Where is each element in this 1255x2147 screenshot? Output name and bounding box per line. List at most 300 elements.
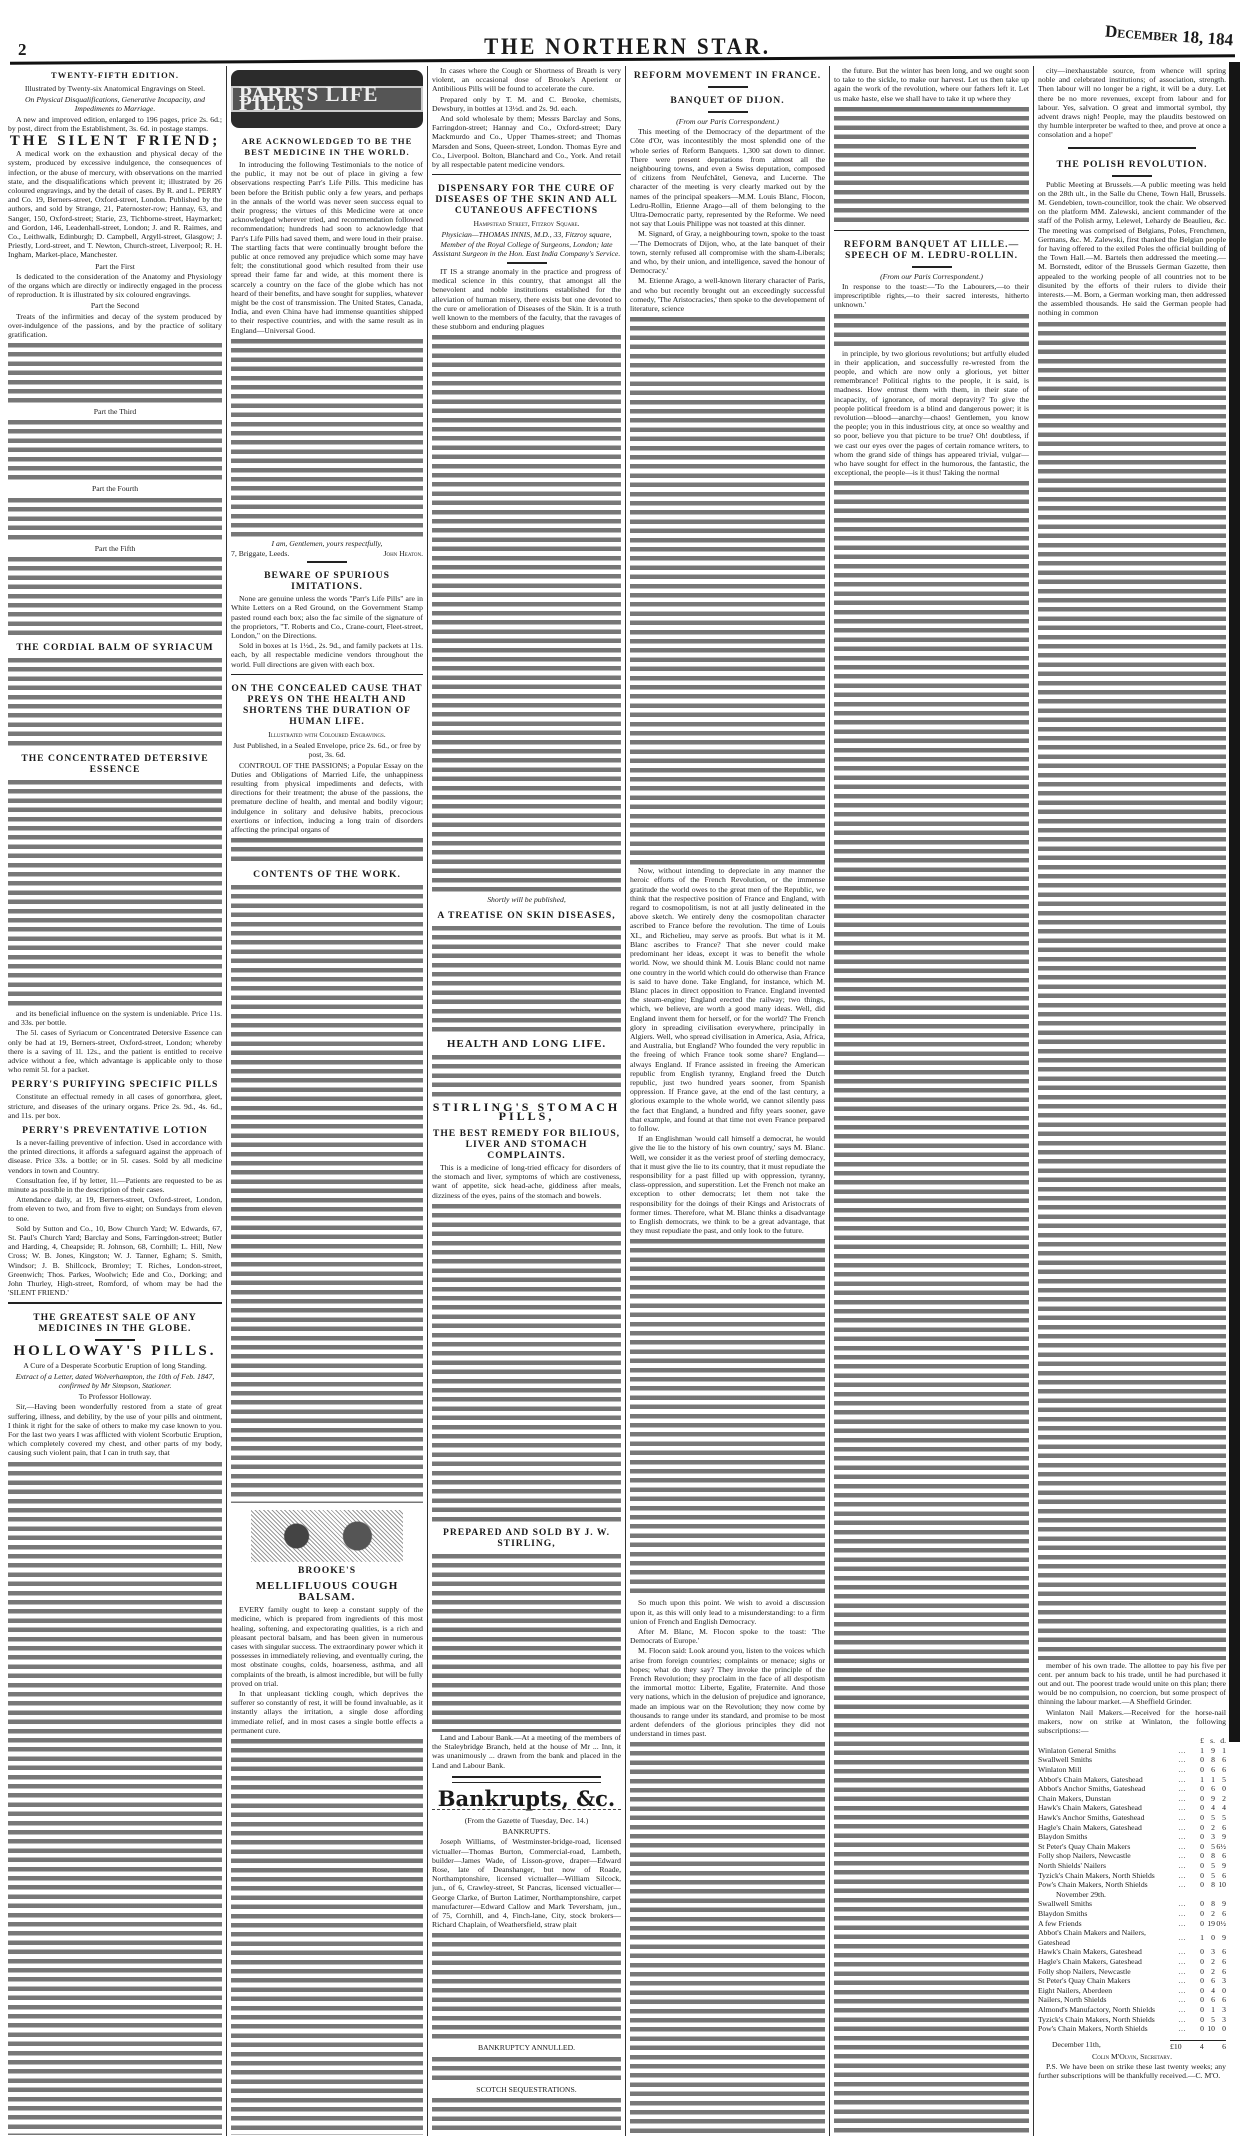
amount-shillings: 9	[1211, 1745, 1215, 1755]
article-paragraph: This meeting of the Democracy of the department of the Côte d'Or, was incontestibly the most splendid one of the whole series of Reform Banquets. 1,300 sat down to dinner. There were present deputations from almost all the neighbouring towns, and even a Swiss deputation, composed of citizens from Neufchâtel, Geneva, and Lucerne. The character of the meeting is very clearly marked out by the names of the principal speakers—M.M. Louis Blanc, Flocon, Ledru-Rollin, Etienne Arago—all of them belonging to the Ultra-Democratic party, represented by the Reforme. We need not say that Louis Philippe was not toasted at this dinner.	[630, 127, 825, 229]
illustrated-note: Illustrated with Coloured Engravings.	[268, 729, 386, 739]
page-number: 2	[18, 40, 35, 59]
divider	[708, 111, 748, 113]
amount-pounds: 0	[1200, 1870, 1204, 1880]
amount-pence: 6	[1222, 1755, 1226, 1765]
amount-shillings: 9	[1211, 1793, 1215, 1803]
amount-pence: 1	[1222, 1745, 1226, 1755]
leader-dots: …	[1178, 1832, 1186, 1842]
bankrupts-heading: Bankrupts, &c.	[437, 1785, 616, 1811]
amount-pence: 10	[1218, 1880, 1226, 1890]
table-row	[1038, 1899, 1226, 1909]
illegible-text-block	[834, 479, 1029, 2135]
leader-dots: …	[1178, 1918, 1186, 1928]
cough-note: In cases where the Cough or Shortness of Breath is very violent, an occasional dose of Brooke's Aperient or Antibilious Pills will be found to accelerate the cure.	[432, 66, 621, 94]
amount-shillings: 5	[1211, 1870, 1215, 1880]
amount-pence: 3	[1222, 2014, 1226, 2024]
subscriber-name: Hawk's Chain Makers, Gateshead	[1038, 1803, 1142, 1813]
table-row	[1038, 1928, 1226, 1947]
purifying-pills-heading: PERRY'S PURIFYING SPECIFIC PILLS	[11, 1079, 219, 1091]
date-mid: November 29th.	[1056, 1889, 1106, 1899]
detersive-essence-heading: THE CONCENTRATED DETERSIVE ESSENCE	[21, 752, 209, 775]
table-row	[1038, 1775, 1226, 1785]
subscriber-name: Nailers, North Shields	[1038, 1995, 1107, 2005]
illegible-text-block	[432, 2096, 621, 2135]
amount-shillings: 8	[1211, 1755, 1215, 1765]
amount-pounds: 0	[1200, 1813, 1204, 1823]
banquet-dijon-heading: BANQUET OF DIJON.	[670, 95, 785, 106]
holloway-letter: Sir,—Having been wonderfully restored from a state of great suffering, illness, and debility, by the use of your pills and ointment, I think it right for the sake of others to make my case known to you. For the last two years I was afflicted with violent Scorbutic Eruption, which completely covered my chest, and other parts of my body, causing such violent pain, that I can in truth say, that	[8, 1402, 222, 1458]
testimonial-signoff: I am, Gentlemen, yours respectfully,	[271, 538, 383, 548]
date-end: December 11th,	[1052, 2039, 1101, 2049]
divider	[507, 262, 547, 264]
skin-publish-note: Shortly will be published,	[487, 895, 566, 905]
article-paragraph: M. Flocon said: Look around you, listen to the voices which arise from foreign countries; complaints or menace; sighs or hopes; what do they say? They invoke the principle of the French Revolution; they proclaim in the face of all despotism the immortal motto: Liberte, Egalite, Fraternite. And those very nations, which in the delusion of prejudice and ignorance, made an impious war on the Revolution; they now come by thousands to range under its standard, and promise to be most ardent defenders of the glorious principles they did not understand in times past.	[630, 1646, 825, 1739]
amount-pence: 3	[1222, 2004, 1226, 2014]
column-5	[834, 66, 1029, 2136]
subscriber-name: Blaydon Smiths	[1038, 1908, 1088, 1918]
leader-dots: …	[1178, 1985, 1186, 1995]
article-paragraph: After M. Blanc, M. Flocon spoke to the toast: 'The Democrats of Europe.'	[630, 1627, 825, 1646]
leader-dots: …	[1178, 2024, 1186, 2034]
polish-revolution-heading: THE POLISH REVOLUTION.	[1056, 158, 1208, 170]
divider	[1112, 175, 1152, 177]
amount-pounds: 0	[1200, 1966, 1204, 1976]
part-heading: Part the Third	[93, 407, 137, 417]
amount-shillings: 0	[1211, 1932, 1215, 1942]
subscriber-name: Abbot's Chain Makers and Nailers, Gateshead	[1038, 1928, 1146, 1947]
sold-by-text: Sold by Sutton and Co., 10, Bow Church Yard; W. Edwards, 67, St. Paul's Church Yard; Barclay and Sons, Farringdon-street; Butler and Harding, 4, Cheapside; R. Johnson, 68, Cornhill; L. Hill, New Cross; W. B. Jones, Kingston; W. J. Tanner, Egham; S. Smith, Windsor; J. B. Shillcock, Bromley; T. Riches, London-street, Greenwich; Thos. Parkes, Woolwich; Ede and Co., Dorking; and John Thurley, High-street, Romford, of whom may be had the 'SILENT FRIEND.'	[8, 1223, 222, 1298]
amount-pence: 0	[1222, 1985, 1226, 1995]
bankrupts-subheading: BANKRUPTS.	[502, 1827, 551, 1837]
table-row	[1038, 2024, 1226, 2034]
leader-dots: …	[1178, 1765, 1186, 1775]
leader-dots: …	[1178, 1976, 1186, 1986]
header-spacer	[1171, 1736, 1193, 1746]
amount-pounds: 0	[1200, 1803, 1204, 1813]
subscriber-name: Eight Nailers, Aberdeen	[1038, 1985, 1113, 1995]
illegible-text-block	[432, 1931, 621, 2041]
edition-price: A new and improved edition, enlarged to 196 pages, price 2s. 6d.; by post, direct from the Establishment, 3s. 6d. in postage stamps.	[8, 114, 222, 133]
illegible-text-block	[630, 315, 825, 865]
part-text: Is dedicated to the consideration of the Anatomy and Physiology of the organs which are directly or indirectly engaged in the process of reproduction. It is illustrated by six coloured engravings.	[8, 271, 222, 300]
column-4	[630, 66, 825, 2136]
amount-shillings: 5	[1211, 2014, 1215, 2024]
part-heading: Part the Fifth	[94, 543, 136, 553]
illegible-text-block	[8, 778, 222, 1008]
postscript: P.S. We have been on strike these last twenty weeks; any further subscriptions will be thankfully received.—C. M'O.	[1038, 2062, 1226, 2081]
subscriber-name: Winlaton General Smiths	[1038, 1745, 1116, 1755]
table-row	[1038, 1851, 1226, 1861]
table-row	[1038, 1861, 1226, 1871]
amount-shillings: 5	[1211, 1813, 1215, 1823]
amount-shillings: 6	[1211, 1976, 1215, 1986]
illegible-text-block	[231, 337, 423, 537]
part-heading: Part the First	[95, 261, 135, 271]
detersive-price: and its beneficial influence on the system is undeniable. Price 11s. and 33s. per bottle.	[8, 1008, 222, 1028]
divider	[708, 86, 748, 88]
article-paragraph: the future. But the winter has been long, and we ought soon to take to the sickle, to make our harvest. Let us then take up again the work of the revolution, where our fathers left it. Let us make haste, else we shall have to take it up where they	[834, 66, 1029, 103]
subscriber-name: Hawk's Chain Makers, Gateshead	[1038, 1947, 1142, 1957]
edition-heading: TWENTY-FIFTH EDITION.	[51, 70, 179, 80]
cordial-balm-heading: THE CORDIAL BALM OF SYRIACUM	[16, 641, 214, 653]
illegible-text-block	[231, 883, 423, 1503]
amount-pounds: 0	[1200, 1985, 1204, 1995]
dispensary-heading: DISPENSARY FOR THE CURE OF DISEASES OF THE SKIN AND ALL CUTANEOUS AFFECTIONS	[435, 183, 618, 217]
illegible-text-block	[432, 2055, 621, 2083]
table-row	[1038, 1967, 1226, 1977]
table-row	[1038, 1794, 1226, 1804]
amount-pence: 6	[1222, 1870, 1226, 1880]
amount-pounds: 0	[1200, 1899, 1204, 1909]
amount-shillings: 3	[1211, 1947, 1215, 1957]
newspaper-title: THE NORTHERN STAR.	[484, 34, 771, 59]
subscriber-name: Winlaton Mill	[1038, 1765, 1082, 1775]
attendance-text: Attendance daily, at 19, Berners-street, Oxford-street, London, from eleven to two, and from five to eight; on Sundays from eleven to one.	[8, 1195, 222, 1223]
amount-pounds: 0	[1200, 1851, 1204, 1861]
header-cell: s.	[1210, 1736, 1215, 1746]
amount-pounds: 0	[1200, 1976, 1204, 1986]
skin-treatise-heading: A TREATISE ON SKIN DISEASES,	[437, 909, 616, 921]
illegible-text-block	[231, 1737, 423, 2135]
illegible-text-block	[1038, 320, 1226, 1660]
subscriber-name: A few Friends	[1038, 1918, 1082, 1928]
table-row	[1038, 1842, 1226, 1852]
consultation-text: Consultation fee, if by letter, 1l.—Patients are requested to be as minute as possible in the description of their cases.	[8, 1175, 222, 1194]
leader-dots: …	[1178, 1813, 1186, 1823]
lotion-heading: PERRY'S PREVENTATIVE LOTION	[22, 1124, 208, 1136]
beware-text: None are genuine unless the words "Parr's Life Pills" are in White Letters on a Red Ground, on the Government Stamp pasted round each box; also the fac simile of the signature of the proprietors, "T. Roberts and Co., Crane-court, Fleet-street, London," on the Directions.	[231, 594, 423, 641]
leader-dots: …	[1178, 2004, 1186, 2014]
leader-dots: …	[1178, 1822, 1186, 1832]
parr-heading: ARE ACKNOWLEDGED TO BE THE BEST MEDICINE IN THE WORLD.	[241, 136, 413, 157]
amount-pounds: 0	[1200, 1832, 1204, 1842]
annulled-heading: BANKRUPTCY ANNULLED.	[477, 2043, 576, 2053]
contents-heading: CONTENTS OF THE WORK.	[253, 869, 401, 881]
prepared-by: Prepared only by T. M. and C. Brooke, chemists, Dewsbury, in bottles at 13½d. and 2s. 9d. each.	[432, 94, 621, 113]
illegible-text-block	[432, 1202, 621, 1522]
amount-pence: 9	[1222, 1832, 1226, 1842]
secretary-signature: Colin M'Olvin, Secretary.	[1092, 2051, 1172, 2061]
balsam-text: In that unpleasant tickling cough, which deprives the sufferer so constantly of rest, it will be found invaluable, as it instantly allays the irritation, a single dose affording immediate relief, and in most cases a single bottle effects a permanent cure.	[231, 1688, 423, 1735]
subscriber-name: North Shields' Nailers	[1038, 1861, 1107, 1871]
amount-shillings: 6	[1211, 1765, 1215, 1775]
illegible-text-block	[8, 341, 222, 405]
header-cell: d.	[1220, 1736, 1226, 1746]
table-row	[1038, 1823, 1226, 1833]
stirling-pills-heading: STIRLING'S STOMACH PILLS,	[432, 1099, 621, 1123]
grinder-letter: member of his own trade. The allottee to pay his five per cent. per annum back to his trade, until he had purchased it out and out. The poorest trade would unite on this plan; there would be no compulsion, no coercion, but some prospect of thinning the labour market.—A Sheffield Grinder.	[1038, 1660, 1226, 1707]
amount-shillings: 8	[1211, 1851, 1215, 1861]
column-2	[231, 66, 423, 2136]
brookes-balsam-illustration	[251, 1510, 403, 1562]
table-row	[1038, 2015, 1226, 2025]
article-paragraph: In response to the toast:—'To the Labourers,—to their imprescriptible rights,—to their sacred interests, hitherto unknown.'	[834, 282, 1029, 310]
part-heading: Part the Second	[90, 301, 140, 311]
amount-shillings: 5	[1211, 1861, 1215, 1871]
amount-pounds: 0	[1200, 1880, 1204, 1890]
article-paragraph: in principle, by two glorious revolutions; but artfully eluded in their application, and successfully re-wrested from the people, and which are now only a glorious, yet bitter remembrance! Political rights to the people, it is said, is madness. How entrust them with them, in their state of incapacity, of ignorance, of moral depravity? To give the people political freedom is a blind and dangerous power; it is revolution—blood—anarchy—chaos! Gentlemen, you know the people; you in this industrious city, at once so wealthy and so poor, believe you that picture to be true? Oh! doubtless, if we cast our eyes over the pages of certain romance writers, to whom the grand side of things has appeared trivial, vulgar—who have sought for effect in the humorous, the fantastic, the exceptional, the people—is it thus! Taking the normal	[834, 348, 1029, 478]
article-paragraph: M. Etienne Arago, a well-known literary character of Paris, and who but recently brought out an exceedingly successful comedy, 'The Aristocracies,' then spoke to the developement of literature, science	[630, 276, 825, 314]
amount-pounds: 0	[1200, 2004, 1204, 2014]
leader-dots: …	[1178, 1841, 1186, 1851]
leader-dots: …	[1178, 1774, 1186, 1784]
amount-shillings: 8	[1211, 1880, 1215, 1890]
amount-pounds: 0	[1200, 1956, 1204, 1966]
amount-pence: 6	[1222, 1956, 1226, 1966]
holloway-subtitle: A Cure of a Desperate Scorbutic Eruption of long Standing.	[23, 1360, 207, 1370]
column-rule	[625, 66, 626, 2136]
divider	[452, 1776, 601, 1783]
illegible-text-block	[231, 836, 423, 864]
amount-pounds: 0	[1200, 2024, 1204, 2034]
correspondent-note: (From our Paris Correspondent.)	[676, 117, 779, 126]
detersive-packet: The 5l. cases of Syriacum or Concentrated Detersive Essence can only be had at 19, Berners-street, Oxford-street, London; whereby there is a saving of 1l. 12s., and the patient is entitled to receive advice without a fee, which advantage is applicable only to those who remit 5l. for a packet.	[8, 1028, 222, 1075]
land-bank-text: Land and Labour Bank.—At a meeting of the members of the Staleybridge Branch, held at the house of Mr ... Inn, it was unanimously ... drawn from the bank and placed in the Land and Labour Bank.	[432, 1732, 621, 1770]
masthead	[0, 0, 1255, 62]
holloway-extract: Extract of a Letter, dated Wolverhampton, the 10th of Feb. 1847, confirmed by Mr Simpson, Stationer.	[15, 1371, 215, 1390]
signer-address: 7, Briggate, Leeds.	[231, 549, 290, 559]
amount-pence: 6	[1222, 1851, 1226, 1861]
amount-shillings: 19	[1207, 1918, 1215, 1928]
part-heading: Part the Fourth	[91, 484, 139, 494]
subscriber-name: Folly shop Nailers, Newcastle	[1038, 1851, 1131, 1861]
amount-shillings: 2	[1211, 1908, 1215, 1918]
table-row	[1038, 1746, 1226, 1756]
controul-text: CONTROUL OF THE PASSIONS; a Popular Essay on the Duties and Obligations of Married Life, the unhappiness resulting from physical impediments and defects, with directions for their treatment; the abuse of the passions, the premature decline of health, and mental and bodily vigour; indulgence in solitary and delusive habits, precocious exertions or infection, inducing a long train of disorders affecting the principal organs of	[231, 760, 423, 834]
illegible-text-block	[630, 1740, 825, 2135]
leader-dots: …	[1178, 1956, 1186, 1966]
amount-shillings: 2	[1211, 1956, 1215, 1966]
greatest-sale-heading: THE GREATEST SALE OF ANY MEDICINES IN THE GLOBE.	[33, 1312, 197, 1335]
part-text: Treats of the infirmities and decay of the system produced by over-indulgence of the passions, and by the practice of solitary gratification.	[8, 311, 222, 340]
subscriber-name: Chain Makers, Dunstan	[1038, 1793, 1111, 1803]
subscriber-name: Hawk's Anchor Smiths, Gateshead	[1038, 1813, 1145, 1823]
table-row	[1038, 1871, 1226, 1881]
amount-pence: 0½	[1216, 1918, 1226, 1928]
leader-dots: …	[1178, 1870, 1186, 1880]
subscriber-name: Folly shop Nailers, Newcastle	[1038, 1966, 1131, 1976]
leader-dots: …	[1178, 1755, 1186, 1765]
total-pounds: £10	[1170, 2041, 1182, 2051]
amount-pence: 9	[1222, 1861, 1226, 1871]
amount-pounds: 0	[1200, 1822, 1204, 1832]
signer-name: John Heaton.	[383, 549, 423, 559]
published-note: Just Published, in a Sealed Envelope, price 2s. 6d., or free by post, 3s. 6d.	[233, 741, 421, 760]
amount-pounds: 0	[1200, 1755, 1204, 1765]
parr-intro: In introducing the following Testimonials to the notice of the public, it may not be out of place in giving a few observations respecting Parr's Life Pills. This medicine has been before the British public only a few years, and perhaps in the annals of the world was never seen success equal to their progress; the virtues of this Medicine were at once acknowledged wherever tried, and recommendation followed recommendation; hundreds had soon to acknowledge that Parr's Life Pills had saved them, and were loud in their praise. The startling facts that were continually brought before the public at once removed any prejudice which some may have felt; the constitutional good which resulted from their use spread their fame far and wide, at this moment there is scarcely a country on the face of the globe which has not heard of their benefits, and have sought for supplies, whatever might be the cost of transmission. The United States, Canada, India, and even China have had immense quantities shipped to their respective countries, and with the same result as in England—Universal Good.	[231, 160, 423, 335]
amount-pounds: 0	[1200, 1918, 1204, 1928]
table-row	[1038, 1909, 1226, 1919]
table-row	[1038, 1803, 1226, 1813]
illegible-text-block	[432, 1053, 621, 1099]
illegible-text-block	[8, 496, 222, 542]
amount-shillings: 6	[1211, 1784, 1215, 1794]
amount-shillings: 2	[1211, 1822, 1215, 1832]
amount-pence: 9	[1222, 1932, 1226, 1942]
subscriber-name: Pow's Chain Makers, North Shields	[1038, 2024, 1148, 2034]
leader-dots: …	[1178, 1803, 1186, 1813]
amount-pence: 6½	[1216, 1841, 1226, 1851]
amount-shillings: 6	[1211, 1995, 1215, 2005]
amount-pence: 0	[1222, 2024, 1226, 2034]
amount-pence: 2	[1222, 1793, 1226, 1803]
date-row	[1038, 1890, 1226, 1900]
page-edge-shadow	[1229, 62, 1240, 1742]
amount-pounds: 1	[1200, 1745, 1204, 1755]
stirling-prepared-heading: PREPARED AND SOLD BY J. W. STIRLING,	[443, 1526, 610, 1549]
table-row	[1038, 1765, 1226, 1775]
subscriber-name: Tyzick's Chain Makers, North Shields	[1038, 1870, 1155, 1880]
leader-dots: …	[1178, 1908, 1186, 1918]
leader-dots: …	[1178, 1880, 1186, 1890]
amount-pence: 4	[1222, 1803, 1226, 1813]
amount-pounds: 0	[1200, 1784, 1204, 1794]
sold-in-text: Sold in boxes at 1s 1½d., 2s. 9d., and family packets at 11s. each, by all respectable medicine vendors throughout the world. Full directions are given with each box.	[231, 641, 423, 669]
amount-pence: 6	[1222, 1765, 1226, 1775]
wholesale-text: And sold wholesale by them; Messrs Barclay and Sons, Farringdon-street; Hannay and Co., Oxford-street; Dary Mackmurdo and Co., Upper Thames-street; and Thomas Marsden and Sons, Queen-street, London. Thomas Eyre and Co., Liverpool. Bolton, Blanchard and Co., York. And retail by all respectable patent medicine vendors.	[432, 114, 621, 170]
illegible-text-block	[8, 1460, 222, 2135]
balsam-text: EVERY family ought to keep a constant supply of the medicine, which is prepared from ingredients of this most healing, softening, and expectorating qualities, is a rich and pleasant pectoral balsam, and has been given in numerous cases with singular success. The extraordinary power which it possesses in immediately relieving, and eventually curing, the most obstinate coughs, colds, hoarseness, asthma, and all complaints of the breath, is almost incredible, but will be fully proved on trial.	[231, 1605, 423, 1688]
amount-pounds: 0	[1200, 1995, 1204, 2005]
divider	[834, 230, 1029, 231]
article-paragraph: Now, without intending to depreciate in any manner the heroic efforts of the French Revolution, or the immense gratitude the world owes to the great men of the Republic, we think that the respective position of France and England, with regard to cosmopolitism, is not at all justly delineated in the above sketch. We entirely deny the cosmopolitan character ascribed to France before the revolution. The time of Louis XI., and Richelieu, may serve as proofs. But what is it M. Blanc ascribes to France? That she never could make predominant her ideas, except it was to benefit the whole world. Now, we should think M. Louis Blanc could not name one country in the world which could do otherwise than France is said to have done. Take England, for instance, which M. Blanc places in direct opposition to France. England invented the steam-engine; England erected the railway; two things, which, we believe, are worth a good many ideas. Well, did England invent them for herself, or for the world? The French glory in spreading civilisation everywhere, principally in Algiers. Well, who spread civilisation in America, Asia, Africa, and Australia, but England? Who founded the very republic in the freeing of which France took some share? England—always England. If France assisted in freeing the American republic from English tyranny, England freed the Dutch republic, just two hundred years sooner, from Spanish oppression. If France gave, at the end of the last century, a glorious example to the whole world, we cannot silently pass the fact that England, a hundred and fifty years sooner, gave that example, and found at that time not even France prepared to follow.	[630, 866, 825, 1133]
amount-shillings: 10	[1207, 2024, 1215, 2034]
amount-pence: 6	[1222, 1995, 1226, 2005]
illegible-text-block	[630, 1237, 825, 1597]
leader-dots: …	[1178, 1793, 1186, 1803]
holloway-pills-heading: HOLLOWAY'S PILLS.	[13, 1343, 217, 1360]
amount-pence: 6	[1222, 1947, 1226, 1957]
correspondent-note: (From our Paris Correspondent.)	[880, 271, 983, 281]
edition-topic: On Physical Disqualifications, Generative Incapacity, and Impediments to Marriage.	[25, 95, 205, 114]
divider	[95, 1339, 135, 1341]
leader-dots: …	[1178, 1947, 1186, 1957]
leader-dots: …	[1178, 1784, 1186, 1794]
illegible-text-block	[8, 656, 222, 748]
article-paragraph: So much upon this point. We wish to avoid a discussion upon it, as this will only lead to a misunderstanding: to a firm union of French and English Democracy.	[630, 1598, 825, 1626]
column-rule	[829, 66, 830, 2136]
dispensary-physician: Physician—THOMAS INNIS, M.D., 33, Fitzroy square, Member of the Royal College of Surgeons, London; late Assistant Surgeon in the Hon. East India Company's Service.	[432, 230, 621, 258]
table-row	[1038, 1976, 1226, 1986]
brookes-heading: BROOKE'S	[297, 1565, 357, 1577]
illegible-text-block	[432, 924, 621, 1034]
header-cell: £	[1200, 1736, 1204, 1746]
amount-pounds: 0	[1200, 2014, 1204, 2024]
amount-shillings: 1	[1211, 2004, 1215, 2014]
illegible-text-block	[432, 1552, 621, 1732]
subscriber-name: Swallwell Smiths	[1038, 1899, 1093, 1909]
dispensary-intro: IT IS a strange anomaly in the practice and progress of medical science in this country, that amongst all the benevolent and noble institutions established for the alleviation of human misery, there exists but one devoted to the cure or amelioration of Diseases of the Skin. It is a truth well known to the members of the faculty, that the ravages of these stubborn and enduring plagues	[432, 267, 621, 332]
holloway-addressee: To Professor Holloway.	[78, 1392, 152, 1402]
dispensary-address: Hampstead Street, Fitzroy Square.	[473, 219, 580, 229]
column-rule	[226, 66, 227, 2136]
table-row	[1038, 1995, 1226, 2005]
amount-shillings: 1	[1211, 1774, 1215, 1784]
amount-pence: 3	[1222, 1976, 1226, 1986]
article-paragraph: If an Englishman 'would call himself a democrat, he would give the lie to the history of his own country,' says M. Blanc. Well, we consider it as the veriest proof of sterling democracy, that it must give the lie to its country, that it must repudiate the responsibility for a past filled up with oppression, tyranny, class-oppression, and superstition. Let the French not make an exception to other democrats; let them not take the responsibility for the doings of their Kings and Aristocrats of former times. Therefore, what M. Blanc thinks a disadvantage to English democrats, we think to be a great advantage, that they must repudiate the past, and only look to the future.	[630, 1134, 825, 1236]
table-row	[1038, 1919, 1226, 1929]
divider	[307, 561, 347, 563]
beware-heading: BEWARE OF SPURIOUS IMITATIONS.	[264, 570, 390, 593]
concealed-cause-heading: ON THE CONCEALED CAUSE THAT PREYS ON THE HEALTH AND SHORTENS THE DURATION OF HUMAN LIFE.	[231, 682, 423, 727]
illegible-text-block	[8, 555, 222, 637]
amount-pounds: 0	[1200, 1765, 1204, 1775]
table-row	[1038, 1957, 1226, 1967]
amount-pence: 6	[1222, 1966, 1226, 1976]
illegible-text-block	[834, 312, 1029, 348]
table-row	[1038, 1986, 1226, 1996]
subscriber-name: St Peter's Quay Chain Makers	[1038, 1976, 1131, 1986]
subscriber-name: St Peter's Quay Chain Makers	[1038, 1841, 1131, 1851]
stirling-text: This is a medicine of long-tried efficacy for disorders of the stomach and liver, symptoms of which are costiveness, want of appetite, sick head-ache, giddiness after meals, dizziness of the eyes, pains of the stomach and bowels.	[432, 1163, 621, 1200]
leader-dots: …	[1178, 1851, 1186, 1861]
amount-pence: 0	[1222, 1784, 1226, 1794]
leader-dots: …	[1178, 1995, 1186, 2005]
amount-shillings: 4	[1211, 1803, 1215, 1813]
table-header	[1038, 1736, 1226, 1746]
leader-dots: …	[1178, 1745, 1186, 1755]
amount-shillings: 8	[1211, 1899, 1215, 1909]
amount-pence: 5	[1222, 1813, 1226, 1823]
table-row	[1038, 1813, 1226, 1823]
column-rule	[427, 66, 428, 2136]
subscriber-name: Abbot's Chain Makers, Gateshead	[1038, 1774, 1143, 1784]
amount-pence: 5	[1222, 1774, 1226, 1784]
reform-movement-heading: REFORM MOVEMENT IN FRANCE.	[633, 70, 822, 81]
table-row	[1038, 1755, 1226, 1765]
header-spacer	[1038, 1736, 1171, 1746]
divider	[231, 674, 423, 675]
table-row	[1038, 1947, 1226, 1957]
leader-dots: …	[1178, 1966, 1186, 1976]
subscriptions-total	[1038, 2040, 1226, 2051]
article-paragraph: M. Signard, of Gray, a neighbouring town, spoke to the toast—'The Democrats of Dijon, who, at the late banquet of their town, sternly refused all compromise with the sham-Liberals; and who, by their union, and intelligence, saved the honour of Democracy.'	[630, 229, 825, 276]
amount-pence: 9	[1222, 1899, 1226, 1909]
purifying-pills-text: Constitute an effectual remedy in all cases of gonorrhœa, gleet, stricture, and diseases of the urinary organs. Price 2s. 9d., 4s. 6d., and 11s. per box.	[8, 1092, 222, 1120]
parrs-life-pills-logo	[231, 70, 423, 128]
table-row	[1038, 2005, 1226, 2015]
polish-meeting-text: Public Meeting at Brussels.—A public meeting was held on the 28th ult., in the Salle du Chene, Town Hall, Brussels. M. Gendebien, town-councillor, took the chair. We observed on the platform MM. Zalewski, ancient commander of the staff of the Polish army, Lelewel, Lehardy de Beaulieu, &c. The meeting was comprised of Belgians, Poles, Frenchmen, Germans, &c. M. Zalewski, first thanked the Belgian people for having offered to the exiled Poles the official building of the Town Hall.—M. Bartels then addressed the meeting.—M. Bornstedt, editor of the Brussels German Gazette, then appealed to the working people of all countries not to be disunited by the efforts of their rulers to divide their interests.—M. Born, a German working man, then addressed the assembled thousands. He said the German people had nothing in common	[1038, 179, 1226, 318]
divider	[8, 1302, 222, 1304]
table-row	[1038, 1880, 1226, 1890]
lotion-text: Is a never-failing preventive of infection. Used in accordance with the printed directions, it affords a safeguard against the approach of disease. Price 33s. a bottle; or in 5l. cases. Sold by all medicine vendors in town and Country.	[8, 1137, 222, 1175]
stirling-subtitle: THE BEST REMEDY FOR BILIOUS, LIVER AND STOMACH COMPLAINTS.	[432, 1128, 621, 1162]
divider	[1068, 147, 1196, 149]
leader-dots: …	[1178, 1899, 1186, 1909]
amount-pounds: 0	[1200, 1947, 1204, 1957]
subscriber-name: Swallwell Smiths	[1038, 1755, 1093, 1765]
subscriber-name: Tyzick's Chain Makers, North Shields	[1038, 2014, 1155, 2024]
subscriber-name: Pow's Chain Makers, North Shields	[1038, 1880, 1148, 1890]
amount-pounds: 0	[1200, 1841, 1204, 1851]
silent-friend-description: A medical work on the exhaustion and physical decay of the system, produced by excessive indulgence, the consequences of infection, or the abuse of mercury, with observations on the married state, and the disqualifications which prevent it; illustrated by 26 coloured engravings, and by the detail of cases. By R. and L. PERRY and Co. 19, Berners-street, Oxford-street, London. Published by the authors, and sold by Strange, 21, Paternoster-row; Hannay, 63, and Sanger, 150, Oxford-street; Starie, 23, Tichborne-street, Haymarket; and Gordon, 146, Leadenhall-street, London; J. and R. Raimes, and Co., Leithwalk, Edinburgh; D. Campbell, Argyll-street, Glasgow; J. Priestly, Lord-street, and T. Newton, Church-street, Liverpool; R. H. Ingham, Market-place, Manchester.	[8, 149, 222, 260]
edition-subtitle: Illustrated by Twenty-six Anatomical Engravings on Steel.	[24, 84, 206, 93]
subscriber-name: Abbot's Anchor Smiths, Gateshead	[1038, 1784, 1146, 1794]
table-row	[1038, 1784, 1226, 1794]
issue-date: December 18, 184	[1104, 21, 1234, 50]
subscriber-name: Almond's Manufactory, North Shields	[1038, 2004, 1156, 2014]
cough-balsam-heading: MELLIFLUOUS COUGH BALSAM.	[255, 1580, 399, 1604]
logo-text: PARR'S LIFE PILLS	[231, 86, 423, 112]
amount-pence: 6	[1222, 1822, 1226, 1832]
subscriber-name: Hagle's Chain Makers, Gateshead	[1038, 1956, 1142, 1966]
amount-pounds: 1	[1200, 1774, 1204, 1784]
subscriptions-table	[1038, 1736, 1226, 2033]
leader-dots: …	[1178, 2014, 1186, 2024]
column-1	[8, 66, 222, 2136]
leader-dots: …	[1178, 1861, 1186, 1871]
